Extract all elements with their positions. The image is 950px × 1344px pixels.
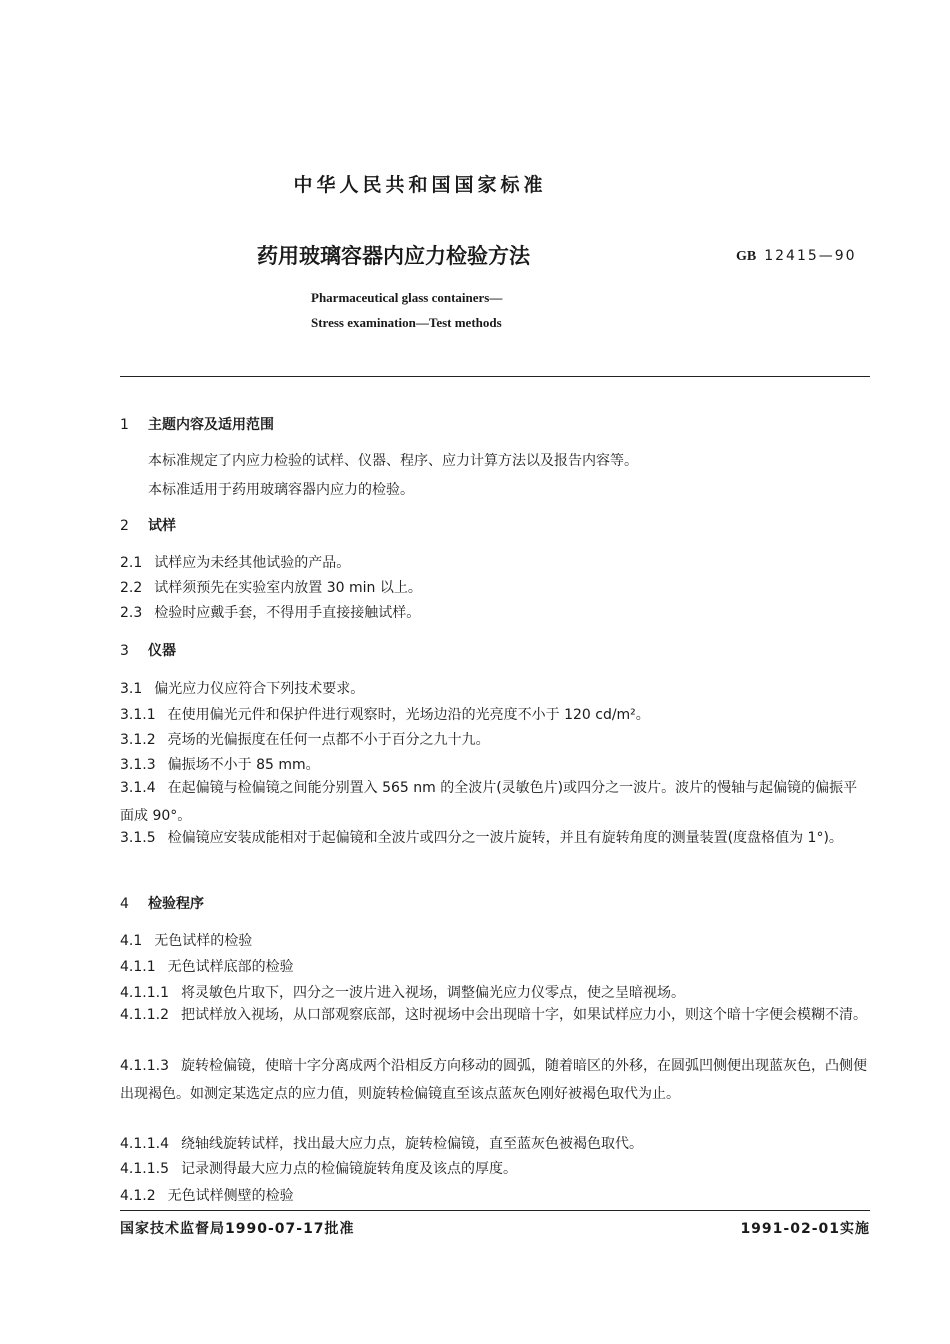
section-title: 试样 bbox=[148, 518, 176, 534]
clause-text: 记录测得最大应力点的检偏镜旋转角度及该点的厚度。 bbox=[180, 1161, 517, 1177]
clause-number: 4.1.1.3 bbox=[120, 1058, 169, 1074]
clause-number: 3.1.1 bbox=[120, 707, 156, 723]
english-title-line-2: Stress examination—Test methods bbox=[311, 315, 502, 330]
clause-3-1-5 bbox=[120, 824, 870, 852]
clause-3-1-3 bbox=[120, 754, 320, 774]
clause-text: 检验时应戴手套，不得用手直接接触试样。 bbox=[154, 605, 421, 621]
clause-text: 将灵敏色片取下，四分之一波片进入视场，调整偏光应力仪零点，使之呈暗视场。 bbox=[180, 985, 685, 1001]
clause-text: 试样应为未经其他试验的产品。 bbox=[154, 555, 351, 571]
section-number: 1 bbox=[120, 417, 129, 433]
clause-text: 试样须预先在实验室内放置 30 min 以上。 bbox=[154, 580, 422, 596]
clause-text: 亮场的光偏振度在任何一点都不小于百分之九十九。 bbox=[167, 732, 490, 748]
clause-number: 2.2 bbox=[120, 580, 143, 596]
section-number: 4 bbox=[120, 896, 129, 912]
clause-number: 2.3 bbox=[120, 605, 143, 621]
section-number: 2 bbox=[120, 518, 129, 534]
clause-2-1 bbox=[120, 552, 350, 572]
clause-number: 4.1.1.2 bbox=[120, 1007, 169, 1023]
clause-text: 偏振场不小于 85 mm。 bbox=[167, 757, 320, 773]
clause-number: 3.1.3 bbox=[120, 757, 156, 773]
effective-date: 1991-02-01实施 bbox=[740, 1221, 870, 1237]
clause-number: 4.1.1.1 bbox=[120, 985, 169, 1001]
header-divider bbox=[120, 376, 870, 377]
clause-number: 3.1 bbox=[120, 681, 143, 697]
standard-type-heading: 中华人民共和国国家标准 bbox=[293, 174, 547, 196]
english-title-line-1: Pharmaceutical glass containers— bbox=[311, 290, 503, 305]
clause-text: 旋转检偏镜，使暗十字分离成两个沿相反方向移动的圆弧，随着暗区的外移，在圆弧凹侧便出现蓝灰色，凸侧便出现褐色。如测定某选定点的应力值，则旋转检偏镜直至该点蓝灰色刚好被褐色取代为止。 bbox=[120, 1058, 867, 1102]
section-1-heading bbox=[120, 414, 274, 434]
section-2-heading bbox=[120, 515, 176, 535]
clause-text: 把试样放入视场，从口部观察底部，这时视场中会出现暗十字，如果试样应力小，则这个暗十字便会模糊不清。 bbox=[180, 1007, 867, 1023]
clause-4-1-1-4 bbox=[120, 1133, 643, 1153]
clause-text: 检偏镜应安装成能相对于起偏镜和全波片或四分之一波片旋转，并且有旋转角度的测量装置(度盘格值为 1°)。 bbox=[167, 830, 843, 846]
clause-4-1-1-2 bbox=[120, 1001, 870, 1029]
clause-4-1 bbox=[120, 930, 252, 950]
clause-text: 无色试样侧壁的检验 bbox=[167, 1188, 294, 1204]
clause-4-1-1-3 bbox=[120, 1052, 870, 1108]
clause-number: 3.1.2 bbox=[120, 732, 156, 748]
clause-number: 4.1.1.5 bbox=[120, 1161, 169, 1177]
clause-3-1 bbox=[120, 678, 364, 698]
approval-date: 国家技术监督局1990-07-17批准 bbox=[120, 1221, 355, 1237]
section-title: 主题内容及适用范围 bbox=[148, 417, 274, 433]
clause-3-1-1 bbox=[120, 704, 650, 724]
clause-4-1-1-5 bbox=[120, 1158, 517, 1178]
clause-3-1-4 bbox=[120, 774, 870, 830]
code-number: 12415—90 bbox=[764, 248, 857, 264]
clause-number: 4.1.2 bbox=[120, 1188, 156, 1204]
code-prefix: GB bbox=[736, 249, 757, 264]
clause-number: 3.1.5 bbox=[120, 830, 156, 846]
clause-2-3 bbox=[120, 602, 420, 622]
clause-3-1-2 bbox=[120, 729, 490, 749]
standard-code bbox=[736, 248, 857, 265]
paragraph: 本标准适用于药用玻璃容器内应力的检验。 bbox=[148, 482, 414, 498]
section-number: 3 bbox=[120, 643, 129, 659]
clause-number: 2.1 bbox=[120, 555, 143, 571]
section-title: 仪器 bbox=[148, 643, 176, 659]
clause-number: 4.1.1.4 bbox=[120, 1136, 169, 1152]
clause-4-1-1-1 bbox=[120, 982, 685, 1002]
clause-number: 4.1 bbox=[120, 933, 143, 949]
footer-divider bbox=[120, 1210, 870, 1211]
section-4-heading bbox=[120, 893, 204, 913]
clause-number: 4.1.1 bbox=[120, 959, 156, 975]
clause-text: 在起偏镜与检偏镜之间能分别置入 565 nm 的全波片(灵敏色片)或四分之一波片。波片的慢轴与起偏镜的偏振平面成 90°。 bbox=[120, 780, 858, 824]
clause-text: 在使用偏光元件和保护件进行观察时，光场边沿的光亮度不小于 120 cd/m²。 bbox=[167, 707, 650, 723]
clause-4-1-1 bbox=[120, 956, 294, 976]
document-title: 药用玻璃容器内应力检验方法 bbox=[257, 244, 530, 268]
clause-number: 3.1.4 bbox=[120, 780, 156, 796]
clause-text: 无色试样底部的检验 bbox=[167, 959, 294, 975]
paragraph: 本标准规定了内应力检验的试样、仪器、程序、应力计算方法以及报告内容等。 bbox=[148, 453, 638, 469]
clause-text: 偏光应力仪应符合下列技术要求。 bbox=[154, 681, 365, 697]
clause-text: 无色试样的检验 bbox=[154, 933, 253, 949]
clause-4-1-2 bbox=[120, 1185, 294, 1205]
clause-text: 绕轴线旋转试样，找出最大应力点，旋转检偏镜，直至蓝灰色被褐色取代。 bbox=[180, 1136, 643, 1152]
clause-2-2 bbox=[120, 577, 422, 597]
section-3-heading bbox=[120, 640, 176, 660]
section-title: 检验程序 bbox=[148, 896, 204, 912]
